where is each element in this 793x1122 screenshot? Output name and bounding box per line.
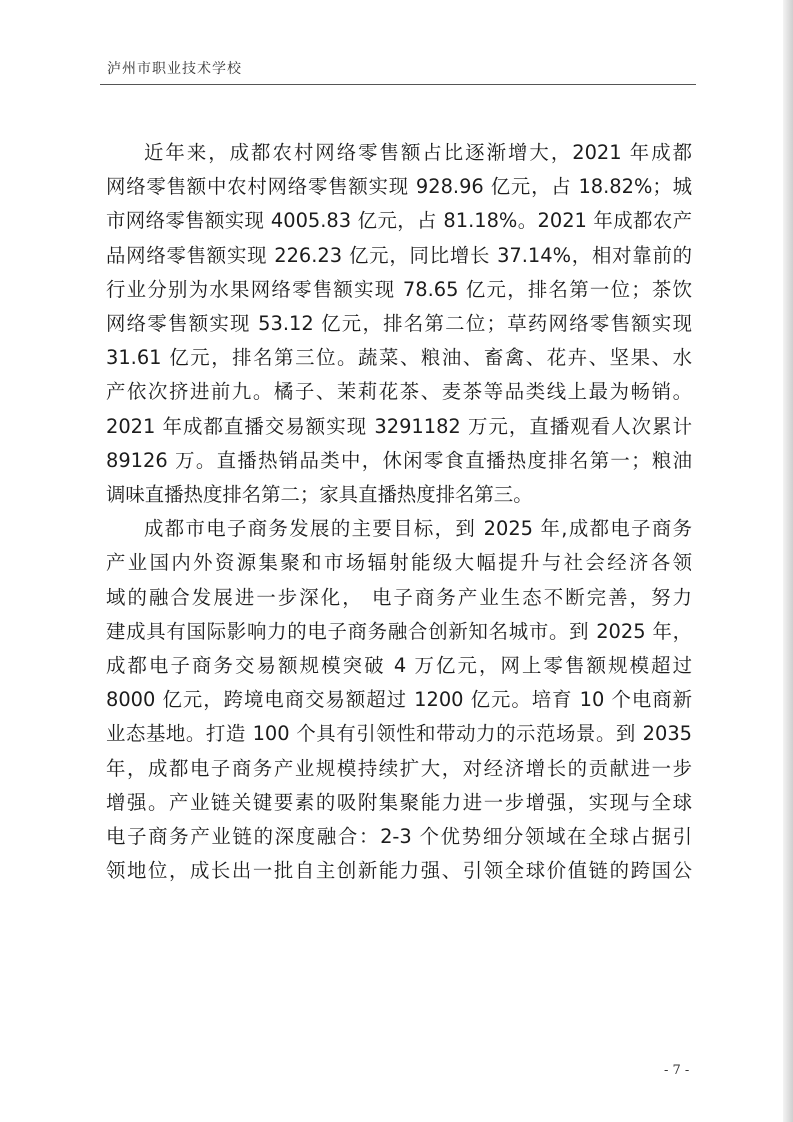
text-line: 2021 年成都直播交易额实现 3291182 万元，直播观看人次累计 (106, 414, 692, 438)
page-edge-shadow (783, 0, 793, 1122)
text-line: 年，成都电子商务产业规模持续扩大，对经济增长的贡献进一步 (106, 756, 692, 780)
text-line: 业态基地。打造 100 个具有引领性和带动力的示范场景。到 2035 (106, 722, 692, 746)
text-line: 电子商务产业链的深度融合：2-3 个优势细分领域在全球占据引 (106, 825, 692, 849)
text-line: 成都电子商务交易额规模突破 4 万亿元，网上零售额规模超过 (106, 654, 692, 678)
text-line: 调味直播热度排名第二；家具直播热度排名第三。 (106, 483, 533, 507)
text-line: 8000 亿元，跨境电商交易额超过 1200 亿元。培育 10 个电商新 (106, 688, 692, 712)
text-line: 建成具有国际影响力的电子商务融合创新知名城市。到 2025 年， (106, 619, 692, 643)
text-line: 89126 万。直播热销品类中，休闲零食直播热度排名第一；粮油 (106, 448, 692, 472)
text-line: 品网络零售额实现 226.23 亿元，同比增长 37.14%，相对靠前的 (106, 243, 692, 267)
text-line: 网络零售额实现 53.12 亿元，排名第二位；草药网络零售额实现 (106, 312, 692, 336)
text-line: 产依次挤进前九。橘子、茉莉花茶、麦茶等品类线上最为畅销。 (106, 380, 692, 404)
page-number: - 7 - (664, 1063, 690, 1078)
text-line: 产业国内外资源集聚和市场辐射能级大幅提升与社会经济各领 (106, 551, 692, 575)
text-line: 近年来，成都农村网络零售额占比逐渐增大，2021 年成都 (144, 141, 692, 164)
header-title: 泸州市职业技术学校 (107, 61, 242, 77)
text-line: 增强。产业链关键要素的吸附集聚能力进一步增强，实现与全球 (106, 790, 692, 814)
header-rule (100, 84, 696, 85)
text-line: 行业分别为水果网络零售额实现 78.65 亿元，排名第一位；茶饮 (106, 277, 692, 301)
document-body (106, 136, 692, 888)
text-line: 市网络零售额实现 4005.83 亿元，占 81.18%。2021 年成都农产 (106, 209, 692, 233)
text-line: 领地位，成长出一批自主创新能力强、引领全球价值链的跨国公 (106, 859, 692, 883)
text-line: 网络零售额中农村网络零售额实现 928.96 亿元，占 18.82%；城 (106, 175, 692, 199)
text-line: 31.61 亿元，排名第三位。蔬菜、粮油、畜禽、花卉、坚果、水 (106, 346, 692, 370)
paragraph-2 (106, 512, 692, 888)
text-line: 成都市电子商务发展的主要目标，到 2025 年,成都电子商务 (144, 517, 692, 541)
paragraph-1 (106, 136, 692, 512)
text-line: 域的融合发展进一步深化， 电子商务产业生态不断完善，努力 (106, 585, 692, 609)
